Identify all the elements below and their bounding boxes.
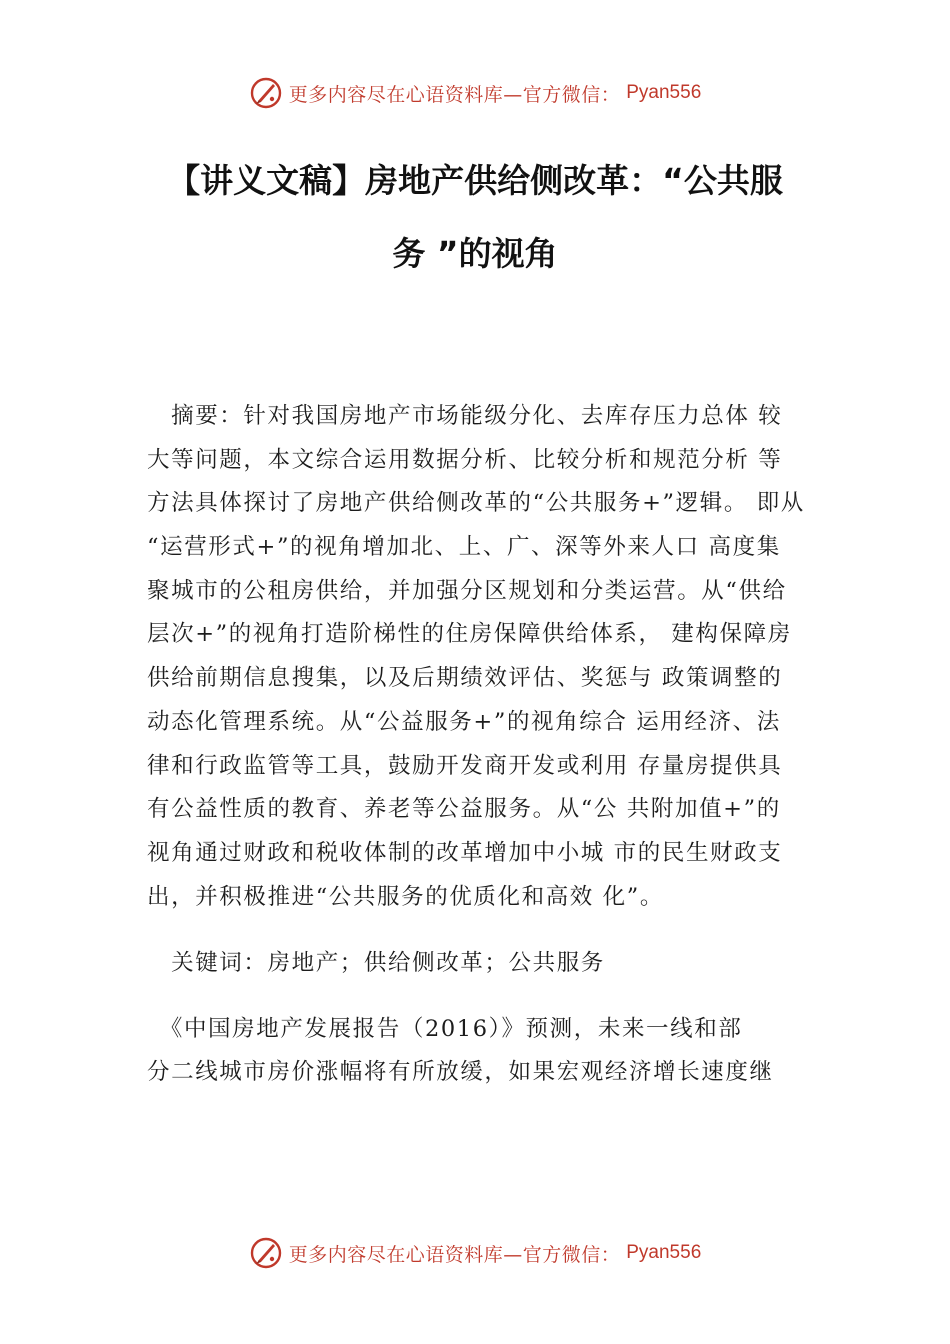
keywords-line: 关键词：房地产；供给侧改革；公共服务 [147,950,605,976]
wechat-id: Pyan556 [626,1242,702,1263]
abstract-line: 出，并积极推进“公共服务的优质化和高效 化”。 [147,884,664,910]
quill-pen-logo-icon [249,76,283,110]
abstract-line: 供给前期信息搜集，以及后期绩效评估、奖惩与 政策调整的 [147,665,783,691]
abstract-line: 摘要：针对我国房地产市场能级分化、去库存压力总体 较 [147,403,783,429]
abstract-line: 有公益性质的教育、养老等公益服务。从“公 共附加值+”的 [147,796,781,822]
watermark-text: 更多内容尽在心语资料库—官方微信： [288,83,621,106]
header-watermark-banner [0,73,950,113]
wechat-id: Pyan556 [626,82,702,103]
footer-watermark-banner [0,1233,950,1273]
quill-pen-logo-icon [249,1236,283,1270]
abstract-line: 层次+”的视角打造阶梯性的住房保障供给体系， 建构保障房 [147,621,792,647]
document-title-line-2: 务 ”的视角 [392,234,558,273]
abstract-line: 聚城市的公租房供给，并加强分区规划和分类运营。从“供给 [147,578,787,604]
abstract-line: 方法具体探讨了房地产供给侧改革的“公共服务+”逻辑。 即从 [147,490,805,516]
abstract-line: 动态化管理系统。从“公益服务+”的视角综合 运用经济、法 [147,709,781,735]
document-title-line-1: 【讲义文稿】房地产供给侧改革：“公共服 [167,161,783,200]
body-paragraph-line: 分二线城市房价涨幅将有所放缓，如果宏观经济增长速度继 [147,1059,774,1085]
abstract-line: 律和行政监管等工具，鼓励开发商开发或利用 存量房提供具 [147,753,783,779]
body-paragraph-line: 《中国房地产发展报告（2016）》预测，未来一线和部 [147,1016,743,1042]
abstract-line: “运营形式+”的视角增加北、上、广、深等外来人口 高度集 [147,534,781,560]
abstract-line: 视角通过财政和税收体制的改革增加中小城 市的民生财政支 [147,840,783,866]
abstract-line: 大等问题，本文综合运用数据分析、比较分析和规范分析 等 [147,447,783,473]
watermark-text: 更多内容尽在心语资料库—官方微信： [288,1243,621,1266]
